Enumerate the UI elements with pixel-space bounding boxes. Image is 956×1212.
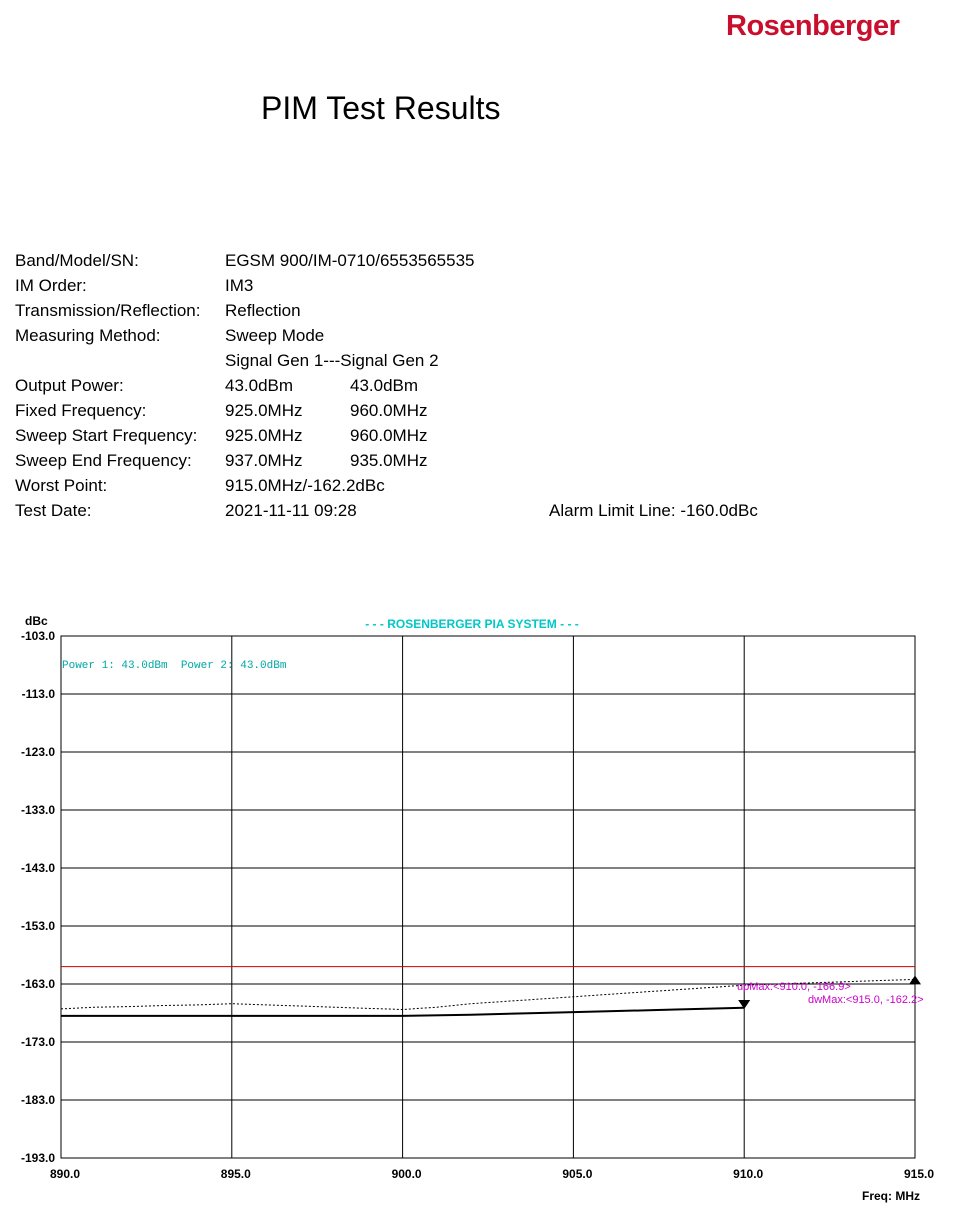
x-tick-label: 900.0 [391,1167,422,1181]
fixed-freq-label: Fixed Frequency: [15,401,147,420]
im-order-label: IM Order: [15,276,87,295]
x-tick-label: 905.0 [562,1167,593,1181]
x-tick-label: 890.0 [49,1167,81,1181]
brand-logo: Rosenberger [726,10,900,42]
sweep-end-1: 937.0MHz [225,451,303,470]
y-tick-label: -193.0 [20,1151,55,1165]
tick-labels [21,629,934,1181]
fixed-freq-2: 960.0MHz [350,401,428,420]
method-value: Sweep Mode [225,326,325,345]
page-title: PIM Test Results [261,90,501,126]
dw-max-marker [909,975,921,984]
test-date-label: Test Date: [15,501,92,520]
test-info [15,250,915,525]
worst-point-label: Worst Point: [15,476,108,495]
output-power-label: Output Power: [15,376,124,395]
chart-title: - - - ROSENBERGER PIA SYSTEM - - - [365,617,579,631]
output-power-1: 43.0dBm [225,376,294,395]
info-row-test-date [15,500,915,525]
info-row-transmission [15,300,915,325]
alarm-limit-text: Alarm Limit Line: -160.0dBc [549,501,758,520]
y-tick-label: -103.0 [20,629,55,643]
x-tick-label: 915.0 [903,1167,935,1181]
up-max-annotation: upMax:<910.0, -166.9> [737,981,851,993]
y-tick-label: -133.0 [20,803,55,817]
y-tick-label: -123.0 [20,745,55,759]
sweep-end-2: 935.0MHz [350,451,428,470]
worst-point-value: 915.0MHz/-162.2dBc [225,476,385,495]
y-axis-label: dBc [25,614,48,628]
info-row-sweep-end [15,450,915,475]
signal-gen-header: Signal Gen 1---Signal Gen 2 [225,351,439,370]
y-tick-label: -113.0 [21,687,55,701]
info-row-worst-point [15,475,915,500]
x-tick-label: 910.0 [733,1167,764,1181]
y-tick-label: -183.0 [20,1093,55,1107]
transmission-value: Reflection [225,301,301,320]
im-order-value: IM3 [225,276,254,295]
y-tick-label: -143.0 [20,861,55,875]
test-date-value: 2021-11-11 09:28 [225,501,357,520]
output-power-2: 43.0dBm [350,376,419,395]
sweep-start-2: 960.0MHz [350,426,428,445]
band-label: Band/Model/SN: [15,251,139,270]
x-tick-label: 895.0 [220,1167,251,1181]
power-legend: Power 1: 43.0dBm Power 2: 43.0dBm [62,660,287,672]
y-tick-label: -173.0 [20,1035,55,1049]
x-axis-label: Freq: MHz [862,1189,920,1203]
info-row-output-power [15,375,915,400]
sweep-start-label: Sweep Start Frequency: [15,426,198,445]
info-row-band [15,250,915,275]
info-row-sweep-start [15,425,915,450]
dw-max-annotation: dwMax:<915.0, -162.2> [808,994,924,1006]
pim-chart [0,592,956,1212]
sweep-end-label: Sweep End Frequency: [15,451,192,470]
info-row-im-order [15,275,915,300]
sweep-start-1: 925.0MHz [225,426,303,445]
grid [61,636,915,1158]
info-row-method [15,325,915,350]
band-value: EGSM 900/IM-0710/6553565535 [225,251,475,270]
y-tick-label: -163.0 [20,977,55,991]
info-row-fixed-freq [15,400,915,425]
transmission-label: Transmission/Reflection: [15,301,201,320]
plot-frame [61,636,915,1158]
info-row-signal-gen [15,350,915,375]
fixed-freq-1: 925.0MHz [225,401,303,420]
method-label: Measuring Method: [15,326,161,345]
y-tick-label: -153.0 [20,919,55,933]
